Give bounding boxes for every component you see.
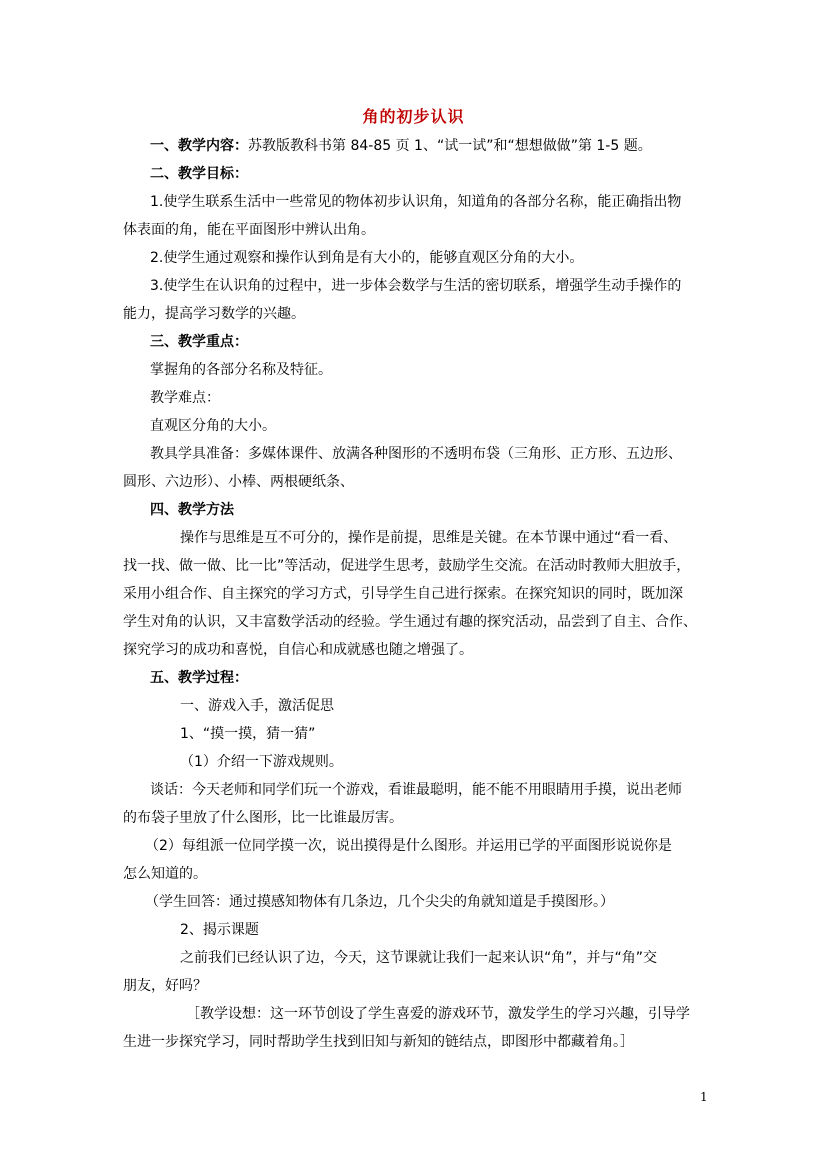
text-line: 探究学习的成功和喜悦，自信心和成就感也随之增强了。 [123,642,473,658]
text-line: 怎么知道的。 [123,866,207,882]
text-line: 直观区分角的大小。 [150,418,276,434]
document-title: 角的初步认识 [362,107,465,126]
text-line: 学生对角的认识，又丰富数学活动的经验。学生通过有趣的探究活动，品尝到了自主、合作、 [123,614,697,630]
text-line: 3.使学生在认识角的过程中，进一步体会数学与生活的密切联系，增强学生动手操作的 [150,278,682,294]
text-line: 圆形、六边形）、小棒、两根硬纸条、 [123,474,354,490]
text-line: 生进一步探究学习，同时帮助学生找到旧知与新知的链结点，即图形中都藏着角。］ [123,1034,634,1050]
text-line [150,136,652,156]
text-line: 采用小组合作、自主探究的学习方式，引导学生自己进行探索。在探究知识的同时，既加深 [123,586,683,602]
text-line: （学生回答：通过摸感知物体有几条边，几个尖尖的角就知道是手摸图形。） [145,894,614,910]
text-line: 2、揭示课题 [180,922,259,938]
text-line: 1、“摸一摸，猜一猜” [180,726,316,742]
text-line: 体表面的角，能在平面图形中辨认出角。 [123,222,375,238]
text-line: 的布袋子里放了什么图形，比一比谁最厉害。 [123,810,403,826]
text-line: 掌握角的各部分名称及特征。 [150,362,332,378]
text-line: 2.使学生通过观察和操作认到角是有大小的，能够直观区分角的大小。 [150,250,584,266]
section-heading: 一、教学内容： [150,138,248,154]
text-line: 1.使学生联系生活中一些常见的物体初步认识角，知道角的各部分名称，能正确指出物 [150,194,682,210]
section-text: 苏教版教科书第 84-85 页 1、“试一试”和“想想做做”第 1-5 题。 [248,138,652,154]
text-line: 二、教学目标： [150,166,248,182]
text-line: 一、游戏入手，激活促思 [180,698,334,714]
text-line: （2）每组派一位同学摸一次，说出摸得是什么图形。并运用已学的平面图形说说你是 [145,838,672,854]
page-number: 1 [700,1090,708,1104]
text-line: 教学难点： [150,390,220,406]
text-line: 三、教学重点： [150,334,248,350]
text-line: 能力，提高学习数学的兴趣。 [123,306,305,322]
text-line: 谈话：今天老师和同学们玩一个游戏，看谁最聪明，能不能不用眼睛用手摸，说出老师 [150,782,682,798]
text-line: 找一找、做一做、比一比”等活动，促进学生思考，鼓励学生交流。在活动时教师大胆放手， [123,558,691,574]
text-line: 操作与思维是互不可分的，操作是前提，思维是关键。在本节课中通过“看一看、 [180,530,678,546]
text-line: 之前我们已经认识了边，今天，这节课就让我们一起来认识“角”，并与“角”交 [180,950,658,966]
text-line: ［教学设想：这一环节创设了学生喜爱的游戏环节，激发学生的学习兴趣，引导学 [186,1006,690,1022]
text-line: （1）介绍一下游戏规则。 [180,754,343,770]
text-line: 教具学具准备：多媒体课件、放满各种图形的不透明布袋（三角形、正方形、五边形、 [150,446,682,462]
text-line: 朋友，好吗？ [123,978,207,994]
text-line: 五、教学过程： [150,670,248,686]
text-line: 四、教学方法 [150,502,234,518]
